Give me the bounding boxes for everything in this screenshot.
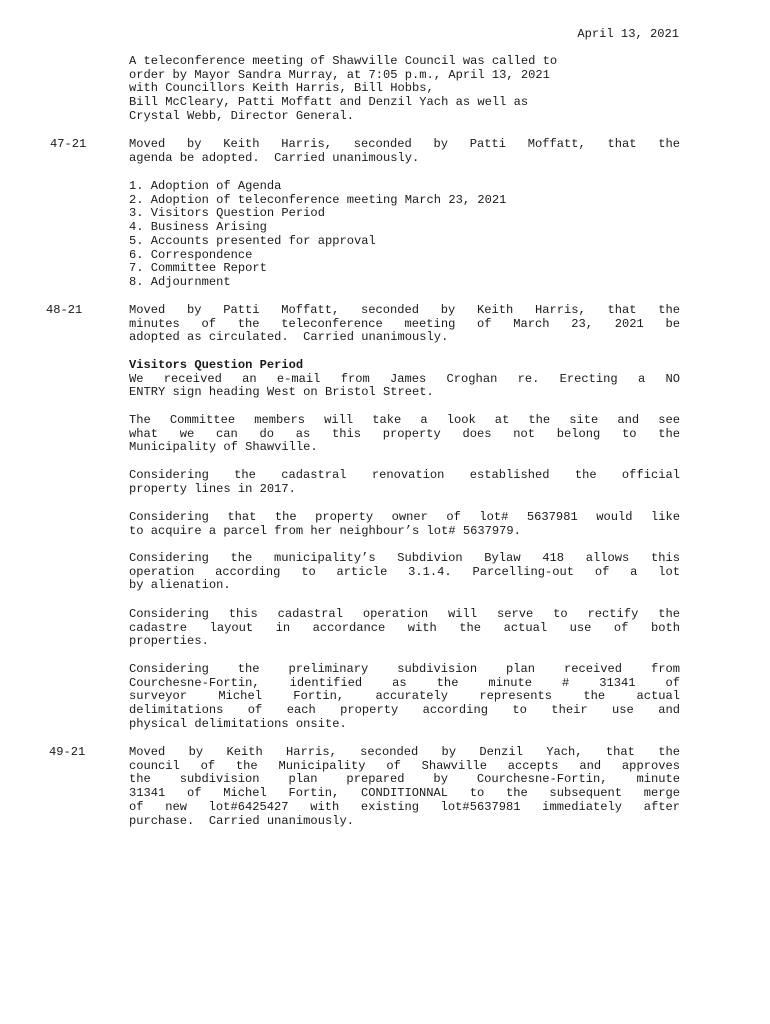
intro-line: Crystal Webb, Director General.	[129, 108, 354, 123]
paragraph-line: what we can do as this property does not belong to the	[129, 426, 680, 441]
meeting-date: April 13, 2021	[577, 27, 679, 41]
paragraph-line: Considering the preliminary subdivision plan received from	[129, 662, 680, 676]
visitors-paragraph	[129, 663, 680, 732]
intro-line: Bill McCleary, Patti Moffatt and Denzil Yach as well as	[129, 95, 529, 110]
agenda-item: 3. Visitors Question Period	[129, 206, 325, 221]
visitors-paragraph	[129, 511, 680, 538]
paragraph-line: to acquire a parcel from her neighbour’s lot# 5637979.	[129, 523, 521, 538]
resolution-line: minutes of the teleconference meeting of March 23, 2021 be	[129, 316, 680, 331]
intro-line: with Councillors Keith Harris, Bill Hobbs,	[129, 81, 434, 96]
resolution-line: Moved by Patti Moffatt, seconded by Keith Harris, that the	[129, 303, 680, 317]
resolution-line: the subdivision plan prepared by Courchesne-Fortin, minute	[129, 772, 680, 787]
agenda-item: 7. Committee Report	[129, 261, 267, 276]
visitors-paragraph	[129, 608, 680, 649]
paragraph-line: ENTRY sign heading West on Bristol Street.	[129, 385, 434, 400]
resolution-line: council of the Municipality of Shawville accepts and approves	[129, 758, 680, 773]
paragraph-line: properties.	[129, 634, 209, 649]
paragraph-line: Considering the cadastral renovation established the official	[129, 468, 680, 482]
agenda-item: 4. Business Arising	[129, 220, 267, 235]
visitors-paragraph	[129, 469, 680, 496]
resolution-line: Moved by Keith Harris, seconded by Patti Moffatt, that the	[129, 137, 680, 151]
intro-line: A teleconference meeting of Shawville Council was called to	[129, 54, 558, 68]
paragraph-line: Considering that the property owner of lot# 5637981 would like	[129, 510, 680, 524]
resolution-line: of new lot#6425427 with existing lot#5637981 immediately after	[129, 799, 680, 814]
paragraph-line: property lines in 2017.	[129, 481, 296, 496]
paragraph-line: Courchesne-Fortin, identified as the minute # 31341 of	[129, 675, 680, 690]
resolution-number-49-21: 49-21	[49, 745, 86, 759]
paragraph-line: physical delimitations onsite.	[129, 716, 347, 731]
resolution-line: Moved by Keith Harris, seconded by Denzil Yach, that the	[129, 745, 680, 759]
resolution-line: adopted as circulated. Carried unanimously.	[129, 330, 449, 345]
agenda-item: 6. Correspondence	[129, 247, 253, 262]
resolution-number-48-21: 48-21	[46, 303, 83, 317]
paragraph-line: We received an e-mail from James Croghan re. Erecting a NO	[129, 371, 680, 386]
resolution-line: purchase. Carried unanimously.	[129, 813, 354, 828]
paragraph-line: Municipality of Shawville.	[129, 440, 318, 455]
paragraph-line: by alienation.	[129, 578, 231, 593]
resolution-line: agenda be adopted. Carried unanimously.	[129, 150, 420, 165]
visitors-section	[129, 359, 680, 400]
paragraph-line: The Committee members will take a look at the site and see	[129, 413, 680, 427]
resolution-number-47-21: 47-21	[50, 137, 87, 151]
resolution-line: 31341 of Michel Fortin, CONDITIONNAL to the subsequent merge	[129, 786, 680, 801]
paragraph-line: cadastre layout in accordance with the actual use of both	[129, 620, 680, 635]
intro-paragraph	[129, 55, 680, 124]
paragraph-line: delimitations of each property according to their use and	[129, 703, 680, 718]
section-heading: Visitors Question Period	[129, 358, 304, 372]
agenda-list	[129, 180, 680, 290]
paragraph-line: Considering this cadastral operation will serve to rectify the	[129, 607, 680, 621]
agenda-item: 1. Adoption of Agenda	[129, 179, 282, 193]
resolution-49-21-text	[129, 746, 680, 828]
paragraph-line: Considering the municipality’s Subdivion Bylaw 418 allows this	[129, 551, 680, 565]
visitors-paragraph	[129, 552, 680, 593]
agenda-item: 2. Adoption of teleconference meeting March 23, 2021	[129, 192, 507, 207]
resolution-48-21-text	[129, 304, 680, 345]
paragraph-line: operation according to article 3.1.4. Parcelling-out of a lot	[129, 564, 680, 579]
visitors-paragraph	[129, 414, 680, 455]
intro-line: order by Mayor Sandra Murray, at 7:05 p.m., April 13, 2021	[129, 67, 550, 82]
agenda-item: 5. Accounts presented for approval	[129, 233, 376, 248]
agenda-item: 8. Adjournment	[129, 274, 231, 289]
visitors-paragraph	[129, 373, 680, 400]
paragraph-line: surveyor Michel Fortin, accurately represents the actual	[129, 689, 680, 704]
resolution-47-21-text	[129, 138, 680, 165]
